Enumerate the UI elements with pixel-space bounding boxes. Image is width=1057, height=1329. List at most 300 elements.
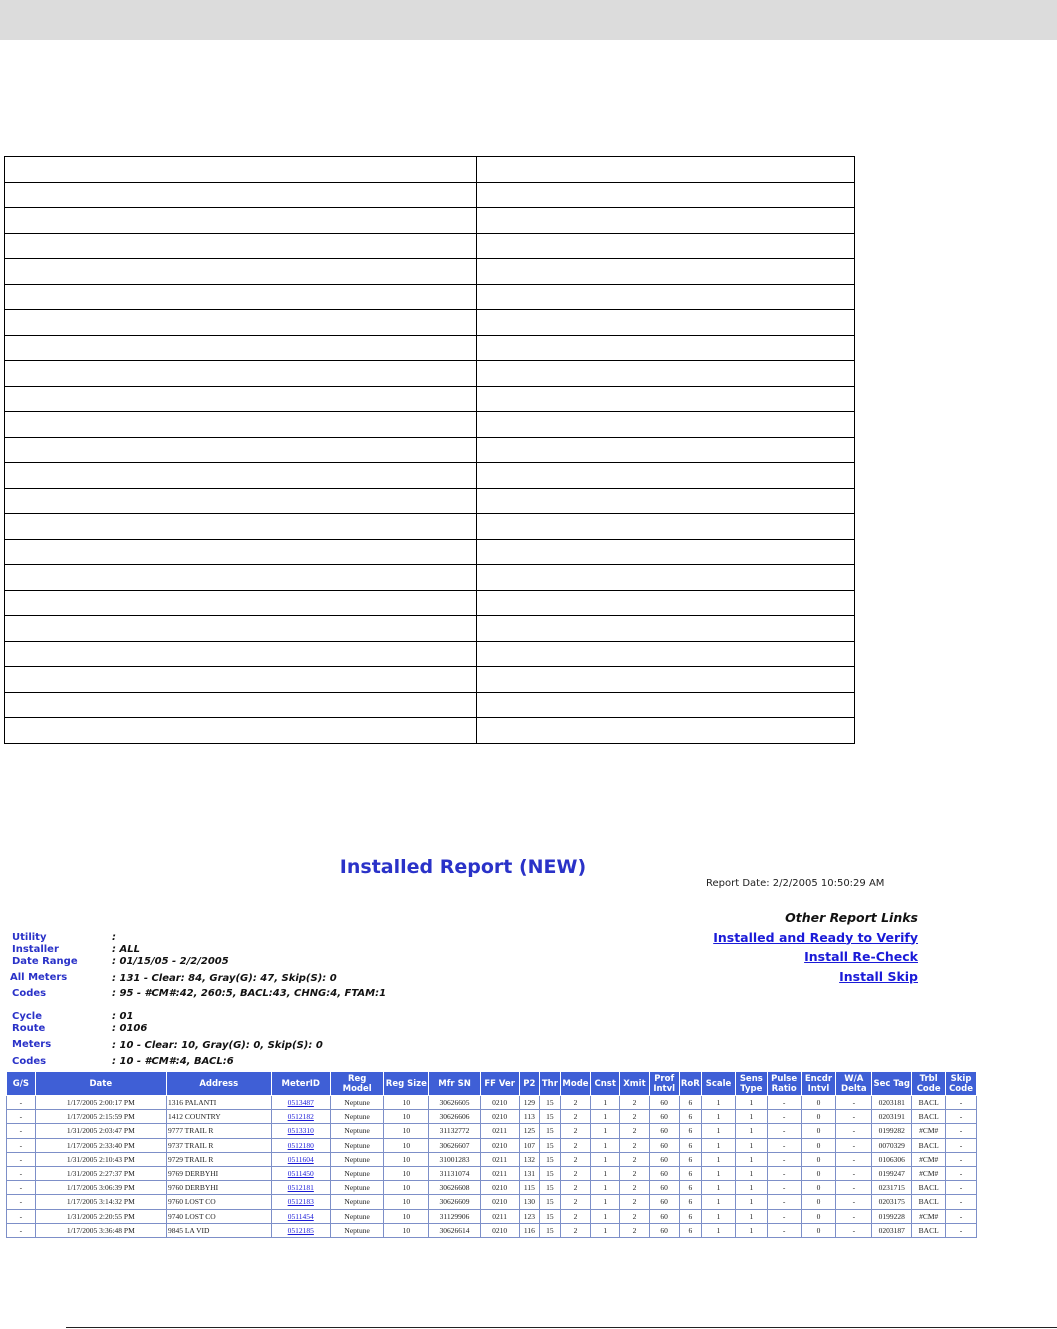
table-cell: - [946, 1138, 977, 1152]
column-header: Scale [702, 1072, 736, 1096]
table-cell: - [836, 1181, 872, 1195]
blank-cell [477, 590, 855, 616]
table-cell: 9769 DERBYHI [166, 1166, 271, 1180]
table-cell: 1 [591, 1124, 620, 1138]
table-cell: 60 [649, 1138, 679, 1152]
top-gray-bar [0, 0, 1057, 40]
column-header: Date [35, 1072, 166, 1096]
blank-cell [5, 641, 477, 667]
meta-label-meters: Meters [12, 1039, 52, 1050]
table-cell: 0210 [480, 1223, 519, 1237]
page-footer-rule [66, 1327, 1057, 1328]
table-cell: 10 [384, 1152, 429, 1166]
column-header: MeterID [271, 1072, 330, 1096]
table-cell: 1 [591, 1209, 620, 1223]
meta-value-route-codes: : 10 - #CM#:4, BACL:6 [112, 1056, 234, 1067]
meter-id-link[interactable]: 0513310 [271, 1124, 330, 1138]
link-install-recheck[interactable]: Install Re-Check [804, 949, 918, 964]
table-cell: 15 [540, 1195, 561, 1209]
table-cell: 10 [384, 1181, 429, 1195]
blank-cell [477, 335, 855, 361]
meter-id-link[interactable]: 0511450 [271, 1166, 330, 1180]
blank-row [5, 284, 855, 310]
table-cell: 1 [702, 1152, 736, 1166]
table-cell: 15 [540, 1096, 561, 1110]
table-cell: 60 [649, 1181, 679, 1195]
table-cell: 2 [560, 1152, 591, 1166]
table-cell: #CM# [912, 1209, 946, 1223]
blank-row [5, 692, 855, 718]
table-cell: 2 [560, 1124, 591, 1138]
column-header: Cnst [591, 1072, 620, 1096]
blank-cell [477, 412, 855, 438]
table-cell: - [946, 1166, 977, 1180]
column-header: Xmit [620, 1072, 650, 1096]
table-cell: 130 [519, 1195, 540, 1209]
table-cell: 0070329 [872, 1138, 912, 1152]
table-cell: 1/31/2005 2:03:47 PM [35, 1124, 166, 1138]
table-cell: - [7, 1195, 36, 1209]
table-cell: - [836, 1096, 872, 1110]
table-cell: - [7, 1166, 36, 1180]
table-cell: - [946, 1209, 977, 1223]
table-cell: #CM# [912, 1152, 946, 1166]
table-cell: 0203187 [872, 1223, 912, 1237]
table-cell: 0 [801, 1209, 836, 1223]
blank-cell [477, 157, 855, 183]
meter-id-link[interactable]: 0512182 [271, 1110, 330, 1124]
table-cell: 0 [801, 1096, 836, 1110]
table-cell: - [767, 1124, 801, 1138]
table-cell: 131 [519, 1166, 540, 1180]
table-cell: 10 [384, 1166, 429, 1180]
table-cell: - [7, 1181, 36, 1195]
table-cell: 0203181 [872, 1096, 912, 1110]
column-header: Encdr Intvl [801, 1072, 836, 1096]
table-cell: 30626607 [429, 1138, 480, 1152]
table-cell: 0 [801, 1124, 836, 1138]
table-cell: 0210 [480, 1110, 519, 1124]
table-cell: Neptune [330, 1195, 383, 1209]
table-row [7, 1195, 977, 1209]
table-cell: BACL [912, 1181, 946, 1195]
meta-value-cycle: : 01 [112, 1011, 134, 1022]
table-cell: 1 [702, 1209, 736, 1223]
table-cell: 2 [620, 1209, 650, 1223]
table-header-row [7, 1072, 977, 1096]
table-cell: 1 [591, 1195, 620, 1209]
table-cell: 60 [649, 1195, 679, 1209]
blank-row [5, 259, 855, 285]
table-cell: - [946, 1124, 977, 1138]
table-cell: - [767, 1195, 801, 1209]
table-cell: 0203191 [872, 1110, 912, 1124]
table-cell: 2 [620, 1138, 650, 1152]
table-cell: Neptune [330, 1181, 383, 1195]
table-cell: 2 [560, 1166, 591, 1180]
blank-cell [5, 157, 477, 183]
blank-cell [477, 361, 855, 387]
table-cell: - [836, 1152, 872, 1166]
blank-cell [477, 437, 855, 463]
table-cell: 6 [679, 1181, 702, 1195]
meta-label-cycle: Cycle [12, 1011, 42, 1022]
blank-cell [5, 386, 477, 412]
meter-id-link[interactable]: 0513487 [271, 1096, 330, 1110]
table-row [7, 1096, 977, 1110]
table-row [7, 1124, 977, 1138]
table-cell: - [946, 1152, 977, 1166]
table-cell: - [836, 1138, 872, 1152]
table-cell: 125 [519, 1124, 540, 1138]
table-cell: 0 [801, 1181, 836, 1195]
table-cell: 2 [560, 1181, 591, 1195]
table-cell: 1412 COUNTRY [166, 1110, 271, 1124]
table-cell: 6 [679, 1096, 702, 1110]
table-cell: - [836, 1110, 872, 1124]
table-cell: - [7, 1138, 36, 1152]
table-cell: 1 [591, 1181, 620, 1195]
meter-id-link[interactable]: 0512181 [271, 1181, 330, 1195]
table-cell: 0210 [480, 1096, 519, 1110]
table-cell: 15 [540, 1152, 561, 1166]
blank-cell [5, 208, 477, 234]
table-cell: 2 [620, 1223, 650, 1237]
blank-row [5, 616, 855, 642]
meter-id-link[interactable]: 0512180 [271, 1138, 330, 1152]
blank-cell [477, 233, 855, 259]
table-cell: BACL [912, 1195, 946, 1209]
table-row [7, 1223, 977, 1237]
table-cell: 1 [591, 1152, 620, 1166]
meta-label-route: Route [12, 1023, 46, 1034]
table-cell: 31129906 [429, 1209, 480, 1223]
blank-row [5, 157, 855, 183]
installed-meters-table [6, 1071, 977, 1238]
blank-row [5, 539, 855, 565]
table-cell: 60 [649, 1152, 679, 1166]
column-header: Address [166, 1072, 271, 1096]
meta-label-route-codes: Codes [12, 1056, 47, 1067]
column-header: Mfr SN [429, 1072, 480, 1096]
table-cell: 6 [679, 1138, 702, 1152]
table-cell: 10 [384, 1195, 429, 1209]
table-cell: Neptune [330, 1166, 383, 1180]
meta-label-utility: Utility [12, 932, 47, 943]
table-row [7, 1209, 977, 1223]
table-cell: 9740 LOST CO [166, 1209, 271, 1223]
table-cell: 2 [620, 1152, 650, 1166]
table-cell: 1 [735, 1166, 767, 1180]
blank-cell [5, 233, 477, 259]
table-cell: - [767, 1166, 801, 1180]
table-cell: Neptune [330, 1110, 383, 1124]
table-cell: - [946, 1110, 977, 1124]
meter-id-link[interactable]: 0511454 [271, 1209, 330, 1223]
blank-row [5, 463, 855, 489]
table-cell: 60 [649, 1166, 679, 1180]
table-cell: 1 [735, 1096, 767, 1110]
table-cell: 113 [519, 1110, 540, 1124]
table-cell: 0 [801, 1166, 836, 1180]
table-cell: 6 [679, 1195, 702, 1209]
meta-label-all-meters: All Meters [10, 972, 68, 983]
table-cell: 0210 [480, 1138, 519, 1152]
table-cell: 9729 TRAIL R [166, 1152, 271, 1166]
blank-row [5, 437, 855, 463]
table-cell: #CM# [912, 1166, 946, 1180]
table-cell: 0199282 [872, 1124, 912, 1138]
blank-cell [5, 616, 477, 642]
table-cell: 10 [384, 1096, 429, 1110]
blank-row [5, 208, 855, 234]
table-cell: 0 [801, 1223, 836, 1237]
table-cell: 0 [801, 1110, 836, 1124]
table-cell: 1 [591, 1166, 620, 1180]
blank-row [5, 310, 855, 336]
table-cell: 0231715 [872, 1181, 912, 1195]
blank-cell [477, 539, 855, 565]
meta-label-date-range: Date Range [12, 956, 78, 967]
table-cell: 2 [620, 1124, 650, 1138]
column-header: Skip Code [946, 1072, 977, 1096]
meta-value-codes: : 95 - #CM#:42, 260:5, BACL:43, CHNG:4, FTAM:1 [112, 988, 387, 999]
table-cell: 9760 DERBYHI [166, 1181, 271, 1195]
table-cell: - [7, 1124, 36, 1138]
table-row [7, 1166, 977, 1180]
table-cell: #CM# [912, 1124, 946, 1138]
table-cell: - [7, 1152, 36, 1166]
table-cell: 0210 [480, 1181, 519, 1195]
table-cell: 2 [560, 1110, 591, 1124]
table-cell: 6 [679, 1166, 702, 1180]
table-cell: 1 [591, 1223, 620, 1237]
blank-row [5, 667, 855, 693]
table-cell: 0211 [480, 1124, 519, 1138]
blank-cell [5, 310, 477, 336]
blank-cell [477, 565, 855, 591]
table-cell: - [767, 1138, 801, 1152]
meta-label-codes: Codes [12, 988, 47, 999]
table-cell: - [836, 1223, 872, 1237]
table-cell: 60 [649, 1124, 679, 1138]
table-cell: 1 [702, 1223, 736, 1237]
blank-cell [477, 310, 855, 336]
blank-row [5, 514, 855, 540]
table-cell: 1 [735, 1124, 767, 1138]
table-cell: 6 [679, 1152, 702, 1166]
link-install-skip[interactable]: Install Skip [839, 968, 918, 984]
column-header: Sens Type [735, 1072, 767, 1096]
table-cell: 1/17/2005 2:15:59 PM [35, 1110, 166, 1124]
table-cell: 60 [649, 1223, 679, 1237]
other-report-links [713, 908, 918, 986]
table-cell: 15 [540, 1223, 561, 1237]
blank-cell [477, 284, 855, 310]
table-cell: 129 [519, 1096, 540, 1110]
table-cell: - [7, 1209, 36, 1223]
link-installed-ready-to-verify[interactable]: Installed and Ready to Verify [713, 929, 918, 945]
column-header: Reg Size [384, 1072, 429, 1096]
table-cell: 115 [519, 1181, 540, 1195]
table-cell: 1 [702, 1195, 736, 1209]
column-header: P2 [519, 1072, 540, 1096]
table-cell: 0 [801, 1152, 836, 1166]
table-cell: 2 [560, 1209, 591, 1223]
blank-cell [477, 641, 855, 667]
table-cell: Neptune [330, 1096, 383, 1110]
meta-label-installer: Installer [12, 944, 59, 955]
table-cell: - [836, 1166, 872, 1180]
blank-cell [5, 590, 477, 616]
table-cell: 30626609 [429, 1195, 480, 1209]
table-cell: 2 [560, 1138, 591, 1152]
blank-row [5, 565, 855, 591]
table-cell: 9845 LA VID [166, 1223, 271, 1237]
table-cell: 1 [735, 1152, 767, 1166]
blank-cell [5, 259, 477, 285]
table-cell: 123 [519, 1209, 540, 1223]
table-cell: - [836, 1209, 872, 1223]
blank-cell [477, 514, 855, 540]
blank-cell [5, 437, 477, 463]
column-header: RoR [679, 1072, 702, 1096]
blank-two-column-table [4, 156, 855, 744]
table-cell: 1/31/2005 2:10:43 PM [35, 1152, 166, 1166]
meta-value-route: : 0106 [112, 1023, 148, 1034]
table-cell: 2 [620, 1096, 650, 1110]
table-cell: - [767, 1152, 801, 1166]
table-cell: 15 [540, 1124, 561, 1138]
column-header: Thr [540, 1072, 561, 1096]
table-cell: 9777 TRAIL R [166, 1124, 271, 1138]
table-cell: 0211 [480, 1152, 519, 1166]
table-cell: - [767, 1223, 801, 1237]
report-date: Report Date: 2/2/2005 10:50:29 AM [706, 878, 885, 889]
table-cell: 10 [384, 1223, 429, 1237]
table-cell: 2 [620, 1181, 650, 1195]
table-cell: - [7, 1223, 36, 1237]
table-cell: 15 [540, 1166, 561, 1180]
blank-cell [5, 463, 477, 489]
table-cell: 2 [560, 1223, 591, 1237]
table-row [7, 1110, 977, 1124]
table-cell: 10 [384, 1209, 429, 1223]
meta-value-all-meters: : 131 - Clear: 84, Gray(G): 47, Skip(S): 0 [112, 973, 337, 984]
table-cell: 10 [384, 1138, 429, 1152]
table-cell: 60 [649, 1110, 679, 1124]
blank-cell [477, 386, 855, 412]
table-cell: BACL [912, 1138, 946, 1152]
table-cell: 0211 [480, 1209, 519, 1223]
blank-cell [5, 565, 477, 591]
table-cell: 1 [735, 1181, 767, 1195]
table-cell: 1 [702, 1110, 736, 1124]
column-header: Mode [560, 1072, 591, 1096]
table-cell: 1 [702, 1166, 736, 1180]
blank-cell [5, 335, 477, 361]
table-cell: 2 [560, 1096, 591, 1110]
blank-row [5, 718, 855, 744]
table-cell: 30626605 [429, 1096, 480, 1110]
table-cell: 15 [540, 1209, 561, 1223]
table-cell: - [767, 1110, 801, 1124]
blank-cell [5, 488, 477, 514]
table-cell: 6 [679, 1223, 702, 1237]
table-cell: - [836, 1124, 872, 1138]
blank-cell [477, 488, 855, 514]
column-header: G/S [7, 1072, 36, 1096]
table-cell: - [767, 1181, 801, 1195]
table-cell: 0211 [480, 1166, 519, 1180]
table-cell: 2 [620, 1110, 650, 1124]
table-row [7, 1181, 977, 1195]
table-cell: - [946, 1181, 977, 1195]
blank-cell [477, 182, 855, 208]
meter-id-link[interactable]: 0512185 [271, 1223, 330, 1237]
column-header: Pulse Ratio [767, 1072, 801, 1096]
blank-row [5, 412, 855, 438]
column-header: Reg Model [330, 1072, 383, 1096]
table-cell: - [836, 1195, 872, 1209]
table-cell: BACL [912, 1223, 946, 1237]
table-cell: 1/17/2005 2:33:40 PM [35, 1138, 166, 1152]
table-cell: 6 [679, 1110, 702, 1124]
table-cell: Neptune [330, 1223, 383, 1237]
table-cell: 1/31/2005 2:20:55 PM [35, 1209, 166, 1223]
table-cell: 1 [702, 1181, 736, 1195]
blank-row [5, 488, 855, 514]
meter-id-link[interactable]: 0511604 [271, 1152, 330, 1166]
table-cell: BACL [912, 1096, 946, 1110]
blank-row [5, 641, 855, 667]
table-cell: 60 [649, 1096, 679, 1110]
table-cell: 1 [735, 1110, 767, 1124]
table-cell: - [946, 1223, 977, 1237]
table-cell: 132 [519, 1152, 540, 1166]
table-cell: 0106306 [872, 1152, 912, 1166]
column-header: FF Ver [480, 1072, 519, 1096]
meter-id-link[interactable]: 0512183 [271, 1195, 330, 1209]
table-cell: 1 [735, 1209, 767, 1223]
table-cell: - [767, 1096, 801, 1110]
table-cell: - [767, 1209, 801, 1223]
table-cell: 31131074 [429, 1166, 480, 1180]
blank-cell [477, 692, 855, 718]
blank-row [5, 233, 855, 259]
column-header: Trbl Code [912, 1072, 946, 1096]
meta-value-installer: : ALL [112, 944, 140, 955]
links-heading: Other Report Links [785, 910, 918, 925]
report-title: Installed Report (NEW) [339, 856, 587, 878]
table-cell: 1/17/2005 3:14:32 PM [35, 1195, 166, 1209]
table-cell: 2 [620, 1195, 650, 1209]
table-cell: 0199228 [872, 1209, 912, 1223]
table-cell: 30626606 [429, 1110, 480, 1124]
table-cell: 6 [679, 1209, 702, 1223]
table-cell: 1/17/2005 3:36:48 PM [35, 1223, 166, 1237]
table-cell: 0199247 [872, 1166, 912, 1180]
blank-cell [477, 259, 855, 285]
table-cell: 30626608 [429, 1181, 480, 1195]
table-cell: 107 [519, 1138, 540, 1152]
table-cell: BACL [912, 1110, 946, 1124]
meta-value-meters: : 10 - Clear: 10, Gray(G): 0, Skip(S): 0 [112, 1040, 323, 1051]
table-cell: 2 [620, 1166, 650, 1180]
blank-cell [5, 284, 477, 310]
table-cell: 1 [591, 1096, 620, 1110]
table-cell: 31001283 [429, 1152, 480, 1166]
